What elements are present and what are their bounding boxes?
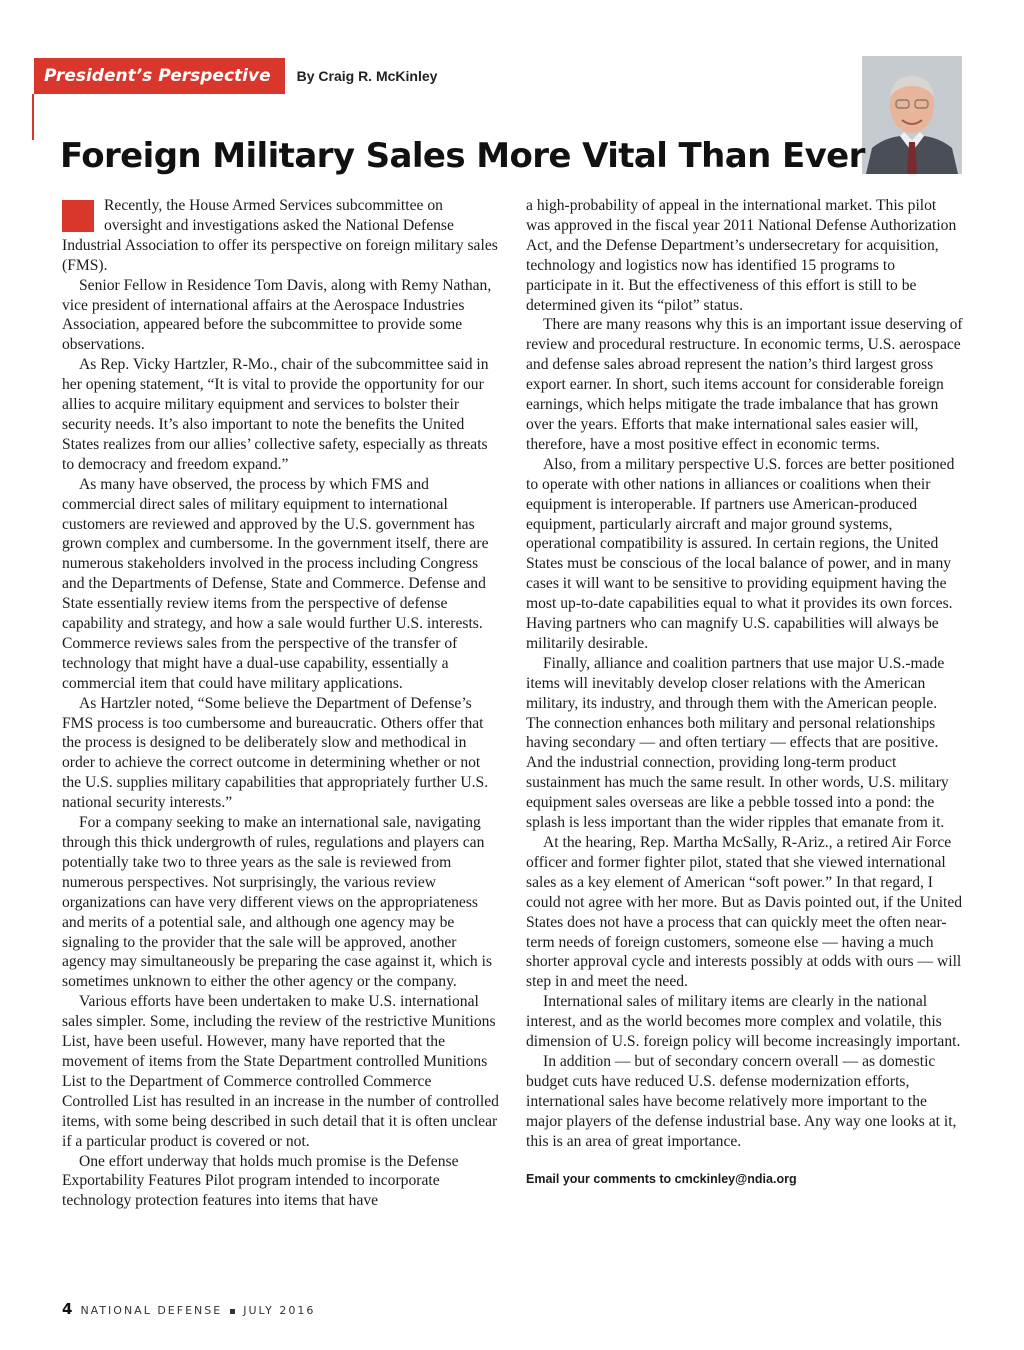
- paragraph: One effort underway that holds much promise is the Defense Exportability Features Pilot program intended to incorporate technology protection features into items that have: [62, 1152, 459, 1210]
- footer-separator: [230, 1309, 235, 1314]
- paragraph: At the hearing, Rep. Martha McSally, R-Ariz., a retired Air Force officer and former fighter pilot, stated that she viewed international sales as a key element of American “soft power.” In that regard, I could not agree with her more. But as Davis pointed out, if the United States does not have a process that can quickly meet the often near-term needs of foreign customers, someone else — having a much shorter approval cycle and interests possibly at odds with ours — will step in and meet the need.: [526, 834, 963, 991]
- paragraph: a high-probability of appeal in the international market. This pilot was approved in the fiscal year 2011 National Defense Authorization Act, and the Defense Department’s undersecretary for acquisition, technology and logistics now has identified 15 programs to participate in it. But the effectiveness of this effort is still to be determined given its “pilot” status.: [526, 197, 957, 314]
- page-number: 4: [62, 1300, 73, 1318]
- paragraph: International sales of military items are clearly in the national interest, and as the world becomes more complex and volatile, this dimension of U.S. foreign policy will become increasingly important.: [526, 993, 961, 1051]
- paragraph: For a company seeking to make an international sale, navigating through this thick undergrowth of rules, regulations and players can potentially take two to three years as the sale is reviewed from numerous perspectives. Not surprisingly, the various review organizations can have very different views on the appropriateness and merits of a potential sale, and although one agency may be signaling to the provider that the sale will be approved, another agency may simultaneously be preparing the case against it, which is sometimes unknown to either the other agency or the company.: [62, 814, 493, 991]
- section-kicker: President’s Perspective: [34, 58, 285, 94]
- article-headline: Foreign Military Sales More Vital Than Ever: [60, 136, 865, 176]
- paragraph: Various efforts have been undertaken to make U.S. international sales simpler. Some, including the review of the restrictive Munitions List, have been useful. However, many have reported that the movement of items from the State Department controlled Munitions List to the Department of Commerce controlled Commerce Controlled List has resulted in an increase in the number of controlled items, with some being described in such detail that it is often unclear if a particular product is covered or not.: [62, 993, 499, 1150]
- paragraph: Senior Fellow in Residence Tom Davis, along with Remy Nathan, vice president of international affairs at the Aerospace Industries Association, appeared before the subcommittee to provide some observations.: [62, 276, 492, 354]
- author-portrait-image: [862, 56, 962, 174]
- drop-cap-block: [62, 200, 94, 232]
- column-left: [62, 196, 500, 1211]
- paragraph: There are many reasons why this is an important issue deserving of review and procedural restructure. In economic terms, U.S. aerospace and defense sales abroad represent the nation’s third largest gross export earner. In short, such items account for considerable foreign earnings, which helps mitigate the trade imbalance that has grown over the years. Efforts that make international sales easier will, therefore, have a most positive effect in economic terms.: [526, 316, 963, 453]
- issue-date: JULY 2016: [243, 1304, 316, 1317]
- page-footer: [62, 1300, 315, 1318]
- paragraph: In addition — but of secondary concern overall — as domestic budget cuts have reduced U.S. defense modernization efforts, international sales have become relatively more important to the major players of the defense industrial base. Any way one looks at it, this is an area of great importance.: [526, 1052, 957, 1150]
- paragraph: As many have observed, the process by which FMS and commercial direct sales of military equipment to international customers are reviewed and approved by the U.S. government has grown complex and cumbersome. In the government itself, there are numerous stakeholders involved in the process including Congress and the Departments of Defense, State and Commerce. Defense and State essentially review items from the perspective of defense capability and strategy, and how a sale would further U.S. interests. Commerce reviews sales from the perspective of the transfer of technology that might have a dual-use capability, essentially a commercial item that could have military applications.: [62, 475, 489, 692]
- email-comments-line: Email your comments to cmckinley@ndia.org: [526, 1171, 797, 1186]
- publication-name: NATIONAL DEFENSE: [80, 1304, 223, 1317]
- author-photo: [862, 56, 962, 174]
- paragraph: As Rep. Vicky Hartzler, R-Mo., chair of the subcommittee said in her opening statement, “It is vital to provide the opportunity for our allies to acquire military equipment and services to bolster their security needs. It’s also important to note the benefits the United States realizes from our allies’ collective safety, especially as threats to democracy and freedom expand.”: [62, 356, 489, 473]
- paragraph: Also, from a military perspective U.S. forces are better positioned to operate with other nations in alliances or coalitions when their equipment is interoperable. If partners use American-produced equipment, particularly aircraft and major ground systems, operational compatibility is assured. In certain regions, the United States must be conscious of the local balance of power, and in many cases it will want to be sensitive to providing equipment having the most up-to-date capabilities equal to what it provides its own forces. Having partners who can magnify U.S. capabilities will always be militarily desirable.: [526, 455, 955, 652]
- column-right: [526, 196, 964, 1189]
- paragraph: Recently, the House Armed Services subcommittee on oversight and investigations asked the National Defense Industrial Association to offer its perspective on foreign military sales (FMS).: [62, 197, 498, 274]
- byline: By Craig R. McKinley: [296, 68, 438, 84]
- section-header: [34, 58, 437, 94]
- section-rule: [32, 94, 34, 140]
- paragraph: Finally, alliance and coalition partners that use major U.S.-made items will inevitably develop closer relations with the American military, its industry, and through them with the American people. The connection enhances both military and personal relationships having secondary — and often tertiary — effects that are positive. And the industrial connection, providing long-term product sustainment has much the same result. In other words, U.S. military equipment sales overseas are like a pebble tossed into a pond: the splash is less important than the wider ripples that emanate from it.: [526, 654, 949, 832]
- paragraph: As Hartzler noted, “Some believe the Department of Defense’s FMS process is too cumbersome and bureaucratic. Others offer that the process is designed to be deliberately slow and methodical in order to achieve the correct outcome in determining whether or not the U.S. supplies military capabilities that appropriately further U.S. national security interests.”: [62, 694, 489, 812]
